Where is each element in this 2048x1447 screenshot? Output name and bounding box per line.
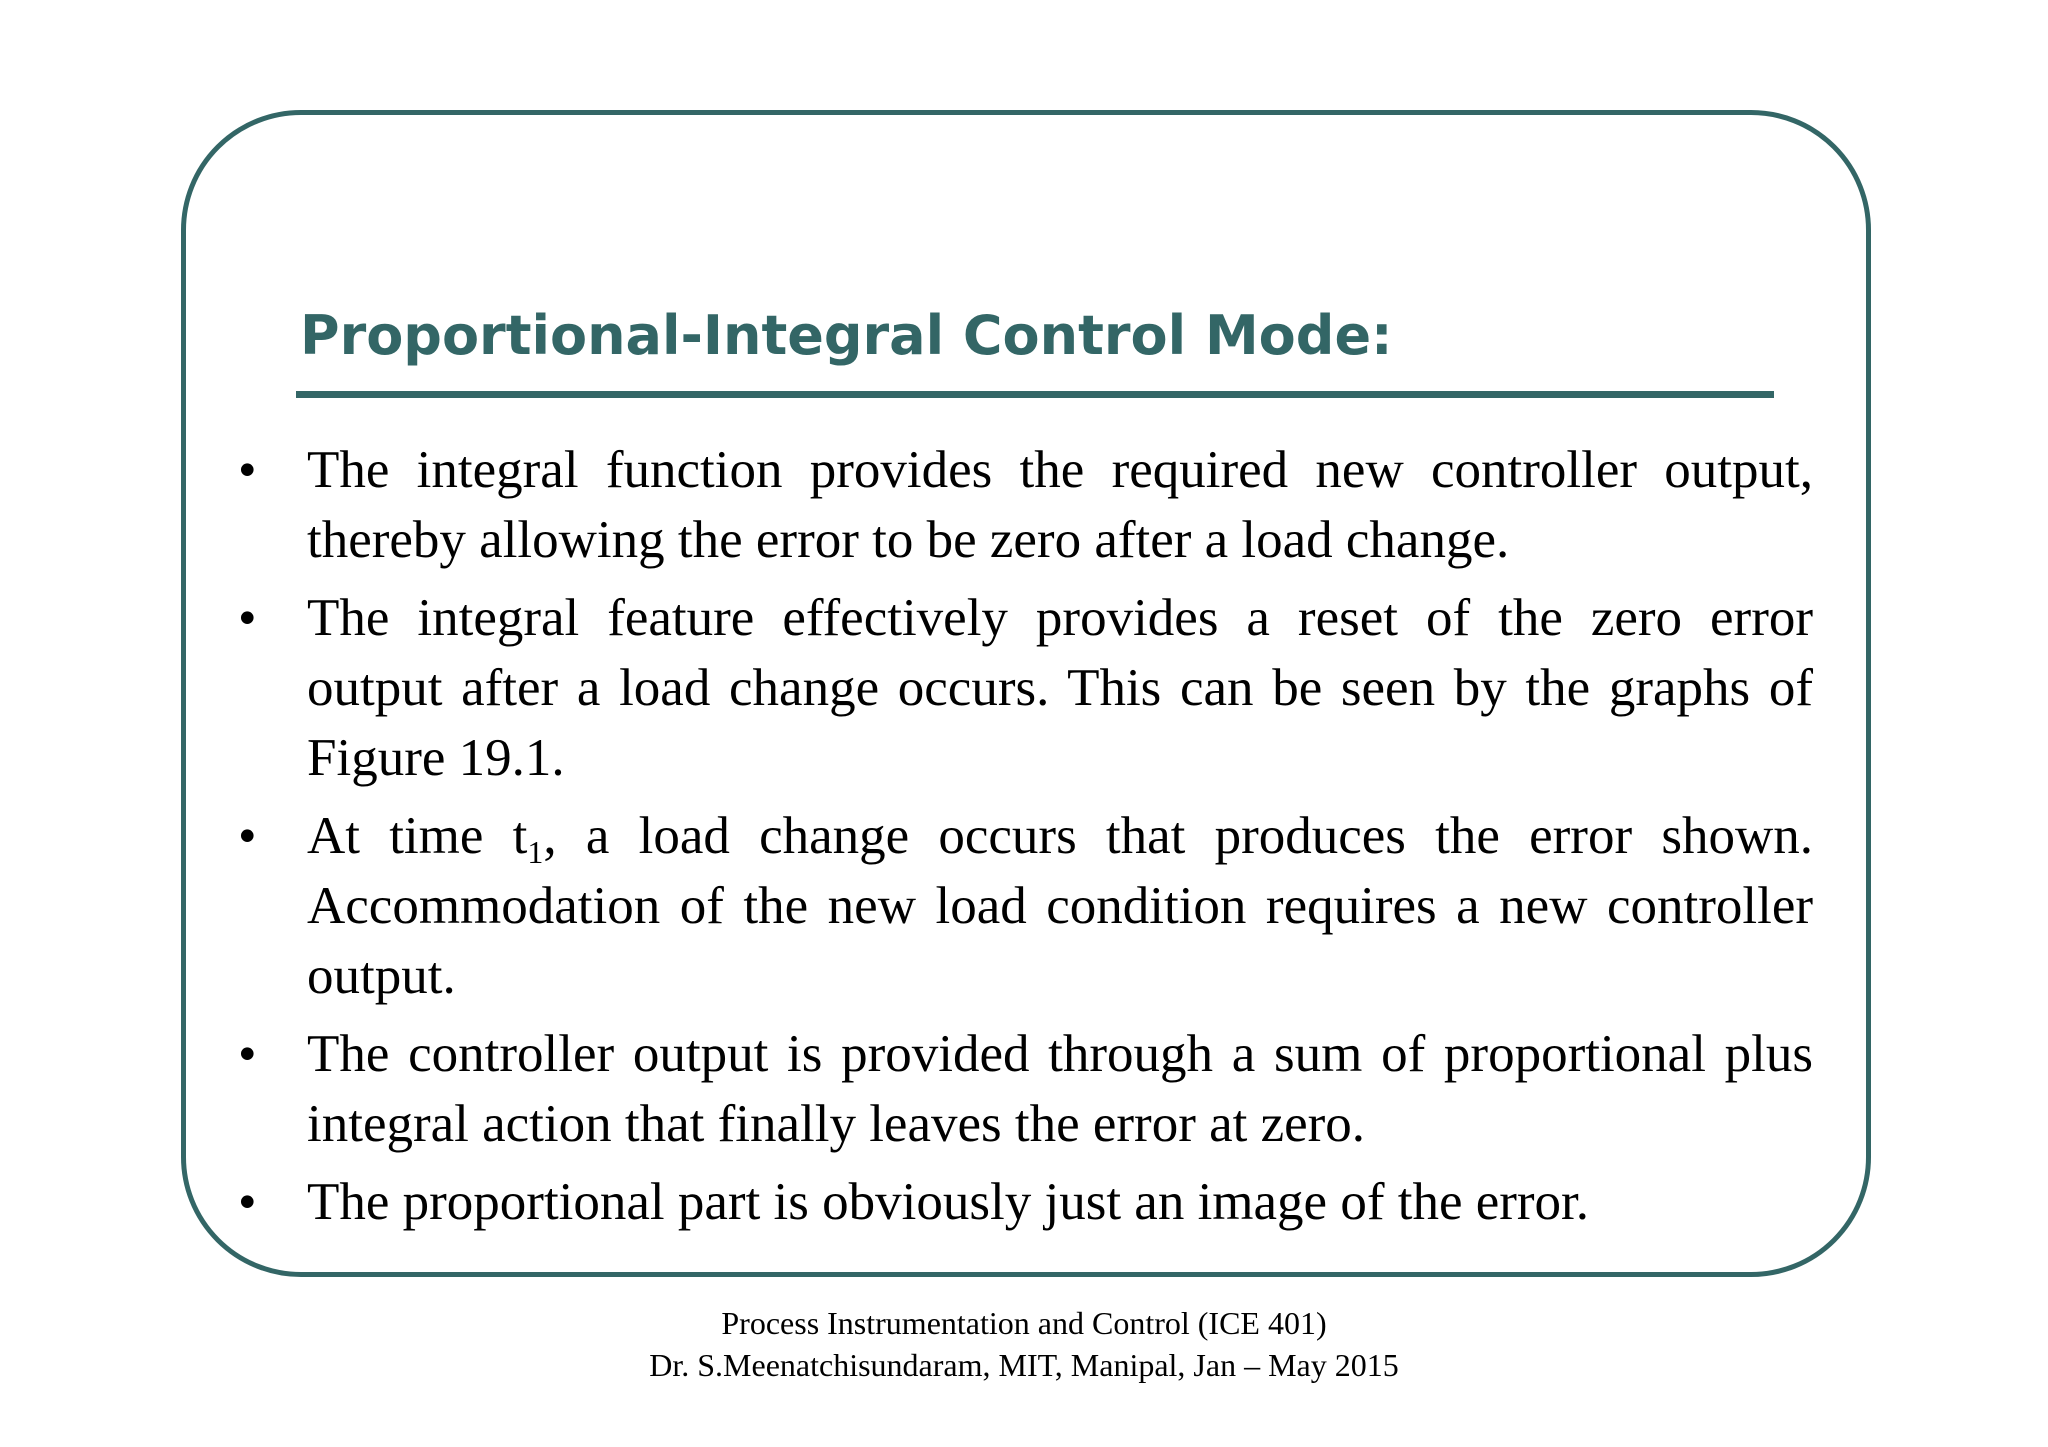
footer-course: Process Instrumentation and Control (ICE 401) xyxy=(721,1305,1327,1341)
bullet-text: The integral function provides the required new controller output, thereby allowing the error to be zero after a load change. xyxy=(307,441,1813,569)
footer-author: Dr. S.Meenatchisundaram, MIT, Manipal, Jan – May 2015 xyxy=(649,1347,1399,1383)
slide-footer xyxy=(0,1302,2048,1386)
bullet-icon: • xyxy=(238,589,257,647)
bullet-item xyxy=(238,1167,1813,1237)
bullet-icon: • xyxy=(238,1173,257,1231)
bullet-text: The integral feature effectively provides a reset of the zero error output after a load change occurs. This can be seen by the graphs of Figure 19.1. xyxy=(307,589,1813,787)
bullet-item xyxy=(238,801,1813,1011)
slide-title: Proportional-Integral Control Mode: xyxy=(300,304,1393,367)
bullet-item xyxy=(238,1019,1813,1159)
title-underline xyxy=(296,391,1774,398)
subscript-one: 1 xyxy=(527,834,544,870)
bullet-item xyxy=(238,583,1813,793)
bullet-list xyxy=(238,435,1813,1245)
bullet-icon: • xyxy=(238,441,257,499)
bullet-text: The proportional part is obviously just an image of the error. xyxy=(307,1173,1590,1231)
bullet-text: The controller output is provided through a sum of proportional plus integral action that finally leaves the error at zero. xyxy=(307,1025,1813,1153)
bullet-item xyxy=(238,435,1813,575)
bullet-text-after: , a load change occurs that produces the error shown. Accommodation of the new load condition requires a new controller output. xyxy=(307,807,1813,1005)
bullet-text-before: At time t xyxy=(307,807,528,865)
bullet-icon: • xyxy=(238,807,257,865)
bullet-text xyxy=(307,807,1813,1005)
bullet-icon: • xyxy=(238,1025,257,1083)
